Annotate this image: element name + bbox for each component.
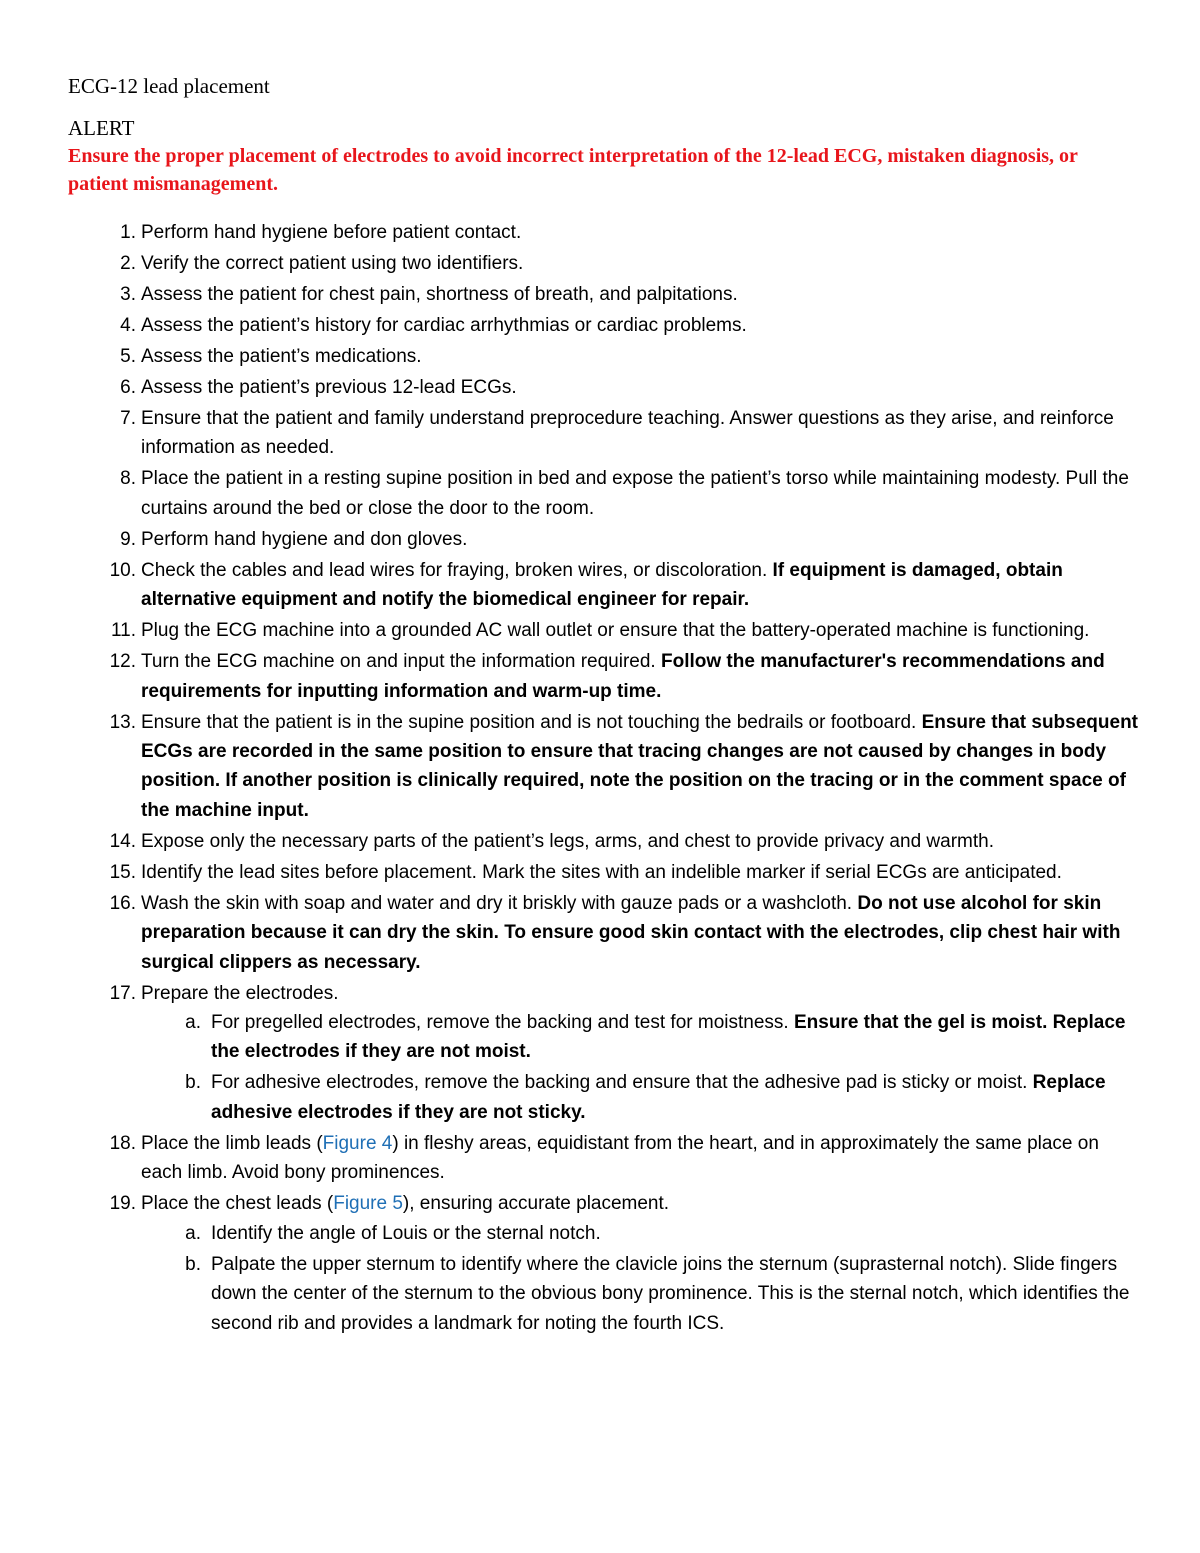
- step-number: 15.: [109, 861, 136, 883]
- step-text: Perform hand hygiene before patient contact.: [141, 222, 522, 243]
- step-number: 11.: [110, 620, 136, 642]
- step-19-substeps: [141, 1219, 1138, 1338]
- step-number: 13.: [109, 711, 136, 733]
- step-number: 7.: [120, 408, 136, 429]
- document-page: [68, 72, 1138, 1340]
- substep-17b: [141, 1068, 1138, 1127]
- alert-text: Ensure the proper placement of electrodes to avoid incorrect interpretation of the 12-lead ECG, mistaken diagnosis, or patient mismanagement.: [68, 145, 1078, 195]
- step-text: Verify the correct patient using two identifiers.: [141, 253, 524, 274]
- step-text: Identify the lead sites before placement. Mark the sites with an indelible marker if serial ECGs are anticipated.: [141, 861, 1062, 883]
- step-2: [68, 249, 1138, 278]
- substep-text: For pregelled electrodes, remove the backing and test for moistness.: [211, 1012, 794, 1034]
- step-emphasis: Ensure that subsequent ECGs are recorded in the same position to ensure that tracing changes are not caused by changes in body position. If another position is clinically required, note the position on the tracing or in the comment space of the machine input.: [141, 711, 1138, 821]
- step-text: Ensure that the patient and family understand preprocedure teaching. Answer questions as they arise, and reinforce information as needed.: [141, 408, 1114, 459]
- step-number: 19.: [109, 1193, 136, 1215]
- step-number: 5.: [120, 346, 136, 367]
- step-text: Assess the patient for chest pain, shortness of breath, and palpitations.: [141, 284, 738, 305]
- procedure-steps: [68, 218, 1138, 1338]
- step-13: [68, 708, 1138, 826]
- step-number: 8.: [120, 468, 136, 490]
- figure-4-link[interactable]: Figure 4: [322, 1132, 393, 1154]
- step-number: 12.: [109, 651, 136, 673]
- step-number: 1.: [120, 222, 136, 243]
- step-text: Ensure that the patient is in the supine position and is not touching the bedrails or footboard.: [141, 711, 922, 733]
- step-text: Assess the patient’s history for cardiac arrhythmias or cardiac problems.: [141, 315, 747, 336]
- step-5: [68, 342, 1138, 371]
- substep-emphasis: Ensure that the gel is moist. Replace the electrodes if they are not moist.: [211, 1012, 1126, 1063]
- substep-letter: b.: [185, 1072, 201, 1094]
- step-text: Turn the ECG machine on and input the information required.: [141, 651, 661, 673]
- step-text: Assess the patient’s previous 12-lead ECGs.: [141, 377, 517, 398]
- step-emphasis: Do not use alcohol for skin preparation because it can dry the skin. To ensure good skin contact with the electrodes, clip chest hair with surgical clippers as necessary.: [141, 892, 1121, 973]
- step-15: [68, 858, 1138, 887]
- step-9: [68, 525, 1138, 554]
- step-number: 18.: [109, 1132, 136, 1154]
- step-12: [68, 647, 1138, 706]
- step-number: 6.: [120, 377, 136, 398]
- substep-19a: [141, 1219, 1138, 1248]
- substep-text: Palpate the upper sternum to identify where the clavicle joins the sternum (suprasternal notch). Slide fingers down the center of the sternum to the obvious bony prominence. This is the sternal notch, which identifies the second rib and provides a landmark for noting the fourth ICS.: [211, 1253, 1130, 1334]
- step-text-before: Place the limb leads (: [141, 1132, 323, 1154]
- step-text: Expose only the necessary parts of the patient’s legs, arms, and chest to provide privacy and warmth.: [141, 830, 994, 852]
- substep-text: For adhesive electrodes, remove the backing and ensure that the adhesive pad is sticky or moist.: [211, 1072, 1033, 1094]
- substep-emphasis: Replace adhesive electrodes if they are not sticky.: [211, 1072, 1106, 1123]
- step-19: [68, 1189, 1138, 1338]
- step-1: [68, 218, 1138, 247]
- step-number: 2.: [120, 253, 136, 274]
- step-text: Wash the skin with soap and water and dry it briskly with gauze pads or a washcloth.: [141, 892, 858, 914]
- step-4: [68, 311, 1138, 340]
- step-18: [68, 1129, 1138, 1188]
- step-text: Place the patient in a resting supine position in bed and expose the patient’s torso while maintaining modesty. Pull the curtains around the bed or close the door to the room.: [141, 468, 1129, 519]
- step-number: 16.: [109, 892, 136, 914]
- step-text-before: Place the chest leads (: [141, 1193, 334, 1215]
- step-17-substeps: [141, 1008, 1138, 1127]
- step-text: Plug the ECG machine into a grounded AC wall outlet or ensure that the battery-operated machine is functioning.: [141, 620, 1090, 642]
- step-6: [68, 373, 1138, 402]
- step-text: Assess the patient’s medications.: [141, 346, 422, 367]
- step-text-after: ), ensuring accurate placement.: [402, 1193, 670, 1215]
- substep-letter: a.: [185, 1222, 201, 1244]
- step-number: 4.: [120, 315, 136, 336]
- step-number: 17.: [109, 982, 136, 1004]
- step-8: [68, 464, 1138, 523]
- step-16: [68, 889, 1138, 977]
- step-10: [68, 556, 1138, 615]
- step-text: Check the cables and lead wires for fraying, broken wires, or discoloration.: [141, 559, 773, 581]
- alert-heading: ALERT: [68, 116, 135, 140]
- substep-letter: b.: [185, 1253, 201, 1275]
- step-number: 14.: [109, 830, 136, 852]
- figure-5-link[interactable]: Figure 5: [333, 1193, 403, 1215]
- step-number: 3.: [120, 284, 136, 305]
- substep-text: Identify the angle of Louis or the sternal notch.: [211, 1222, 601, 1244]
- substep-17a: [141, 1008, 1138, 1067]
- step-17: [68, 979, 1138, 1128]
- step-emphasis: If equipment is damaged, obtain alternative equipment and notify the biomedical engineer for repair.: [141, 559, 1063, 611]
- step-emphasis: Follow the manufacturer's recommendations and requirements for inputting information and warm-up time.: [141, 651, 1105, 702]
- step-text: Perform hand hygiene and don gloves.: [141, 528, 468, 550]
- step-text: Prepare the electrodes.: [141, 982, 339, 1004]
- step-14: [68, 827, 1138, 856]
- substep-19b: [141, 1250, 1138, 1338]
- document-title: ECG-12 lead placement: [68, 74, 270, 98]
- step-7: [68, 404, 1138, 463]
- step-11: [68, 616, 1138, 645]
- step-3: [68, 280, 1138, 309]
- step-text-after: ) in fleshy areas, equidistant from the heart, and in approximately the same place on each limb. Avoid bony prominences.: [141, 1132, 1099, 1184]
- substep-letter: a.: [185, 1012, 201, 1034]
- step-number: 9.: [120, 528, 136, 550]
- step-number: 10.: [109, 559, 136, 581]
